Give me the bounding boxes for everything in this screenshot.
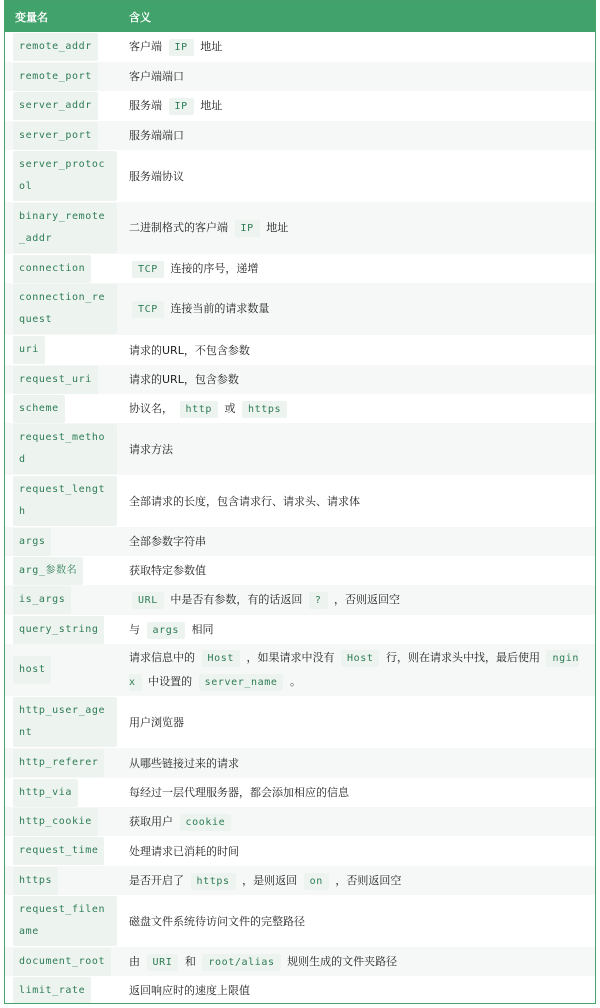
table-row xyxy=(5,394,595,423)
table-row xyxy=(5,254,595,283)
table-row xyxy=(5,62,595,91)
inline-code: URI xyxy=(147,954,179,971)
table-row xyxy=(5,895,595,947)
inline-code: server_name xyxy=(199,674,284,691)
variable-name-cell xyxy=(5,63,123,91)
description-text: 地址 xyxy=(196,40,223,53)
table-row xyxy=(5,423,595,475)
variable-description xyxy=(123,618,595,642)
variable-name-cell xyxy=(5,896,123,946)
table-row xyxy=(5,527,595,556)
description-text: 全部参数字符串 xyxy=(129,535,206,548)
description-text: 地址 xyxy=(262,221,289,234)
description-text: 由 xyxy=(129,954,144,968)
table-row xyxy=(5,556,595,585)
description-text: 用户浏览器 xyxy=(129,715,184,729)
description-text: 或 xyxy=(220,401,239,415)
variable-description xyxy=(123,530,595,553)
table-row xyxy=(5,585,595,615)
variable-name-cell xyxy=(5,808,123,836)
variable-description xyxy=(123,869,595,893)
description-text: 连接当前的请求数量 xyxy=(166,302,270,315)
description-text: 中是否有参数，有的话返回 xyxy=(166,593,306,606)
variable-description xyxy=(123,752,595,775)
inline-code: https xyxy=(191,873,236,890)
variable-description xyxy=(123,588,595,612)
description-text: 与 xyxy=(129,622,144,636)
description-text: 从哪些链接过来的请求 xyxy=(129,756,239,770)
variable-description xyxy=(123,810,595,834)
variable-name-cell xyxy=(5,948,123,976)
variable-name-cell xyxy=(5,92,123,120)
variable-description xyxy=(123,35,595,59)
variable-name: connection_request xyxy=(13,284,117,334)
variable-name-cell xyxy=(5,779,123,807)
variable-name-cell xyxy=(5,366,123,394)
table-row xyxy=(5,150,595,202)
table-row xyxy=(5,947,595,976)
inline-code: ? xyxy=(309,592,328,609)
table-row xyxy=(5,32,595,62)
table-row xyxy=(5,778,595,807)
table-row xyxy=(5,615,595,644)
description-text: ，如果请求中没有 xyxy=(242,651,338,664)
variable-description xyxy=(123,65,595,88)
description-text: 连接的序号，递增 xyxy=(166,261,259,275)
variable-description xyxy=(123,165,595,188)
table-row xyxy=(5,866,595,895)
variable-name-cell xyxy=(5,749,123,777)
variable-name: scheme xyxy=(13,395,65,423)
variable-description xyxy=(123,257,595,281)
table-row xyxy=(5,335,595,365)
variable-description xyxy=(123,559,595,582)
variable-description xyxy=(123,840,595,863)
table-row xyxy=(5,475,595,527)
variable-name-cell xyxy=(5,284,123,334)
variable-description xyxy=(123,438,595,461)
variable-name: server_addr xyxy=(13,92,98,120)
variable-name: request_time xyxy=(13,837,104,865)
variable-description xyxy=(123,979,595,1002)
variable-name: request_filename xyxy=(13,896,117,946)
description-text: 请求的URL，不包含参数 xyxy=(129,343,250,357)
variable-description xyxy=(123,950,595,974)
description-text: 每经过一层代理服务器，都会添加相应的信息 xyxy=(129,786,349,799)
variable-name: remote_addr xyxy=(13,33,98,61)
table-header xyxy=(5,1,595,32)
variable-name: is_args xyxy=(13,586,71,614)
table-row xyxy=(5,121,595,150)
variable-description xyxy=(123,910,595,933)
table-row xyxy=(5,202,595,254)
description-text: ，否则返回空 xyxy=(330,593,400,606)
description-text: 和 xyxy=(181,954,200,968)
inline-code: args xyxy=(147,622,185,639)
inline-code: cookie xyxy=(180,814,232,831)
variable-name: server_protocol xyxy=(13,151,117,201)
variable-name-cell xyxy=(5,336,123,364)
variable-name: binary_remote_addr xyxy=(13,203,117,253)
table-row xyxy=(5,748,595,778)
inline-code: Host xyxy=(341,650,379,667)
variable-description xyxy=(123,490,595,513)
variable-name-cell xyxy=(5,697,123,747)
variable-description xyxy=(123,646,595,694)
variable-description xyxy=(123,339,595,362)
description-text: ，是则返回 xyxy=(238,873,301,887)
variable-name: server_port xyxy=(13,122,98,150)
table-row xyxy=(5,836,595,866)
description-text: 获取用户 xyxy=(129,814,177,828)
variable-description xyxy=(123,94,595,118)
description-text: 客户端端口 xyxy=(129,70,184,83)
description-text: 请求信息中的 xyxy=(129,651,199,664)
variable-name: host xyxy=(13,656,51,684)
description-text: 服务端端口 xyxy=(129,129,184,142)
variable-name: uri xyxy=(13,336,45,364)
inline-code: IP xyxy=(169,98,194,115)
variable-name: http_cookie xyxy=(13,808,98,836)
variable-name-cell xyxy=(5,867,123,895)
inline-code: TCP xyxy=(132,301,164,318)
table-row xyxy=(5,91,595,121)
description-text: 处理请求已消耗的时间 xyxy=(129,844,239,858)
description-text: 地址 xyxy=(196,99,223,112)
description-text: 是否开启了 xyxy=(129,873,188,887)
inline-code: IP xyxy=(235,220,260,237)
variable-name-cell xyxy=(5,255,123,283)
inline-code: on xyxy=(304,873,329,890)
description-text: 全部请求的长度，包含请求行、请求头、请求体 xyxy=(129,494,360,508)
variable-name: request_uri xyxy=(13,366,98,394)
description-text: 返回响应时的速度上限值 xyxy=(129,984,250,997)
description-text: 。 xyxy=(286,675,301,688)
description-text: 磁盘文件系统待访问文件的完整路径 xyxy=(129,914,305,928)
variable-name-cell xyxy=(5,977,123,1005)
variable-name: request_length xyxy=(13,476,117,526)
table-row xyxy=(5,976,595,1004)
variable-name-cell xyxy=(5,557,123,585)
table-body xyxy=(5,32,595,1004)
variable-description xyxy=(123,397,595,421)
variable-description xyxy=(123,297,595,321)
variable-name: arg_参数名 xyxy=(13,557,83,585)
inline-code: URL xyxy=(132,592,164,609)
variable-name: document_root xyxy=(13,948,111,976)
table-row xyxy=(5,696,595,748)
variable-name-cell xyxy=(5,528,123,556)
inline-code: IP xyxy=(169,39,194,56)
description-text: 二进制格式的客户端 xyxy=(129,221,232,234)
description-text: 行，则在请求头中找，最后使用 xyxy=(382,651,544,664)
variable-name-cell xyxy=(5,122,123,150)
variable-name-cell xyxy=(5,476,123,526)
description-text: ，否则返回空 xyxy=(331,873,402,887)
variable-name-cell xyxy=(5,586,123,614)
variable-name: https xyxy=(13,867,58,895)
table-row xyxy=(5,365,595,394)
description-text: 请求方法 xyxy=(129,442,173,456)
variable-name-cell xyxy=(5,616,123,644)
description-text: 获取特定参数值 xyxy=(129,564,206,577)
variable-name: request_method xyxy=(13,424,117,474)
variable-name-cell xyxy=(5,33,123,61)
description-text: 中设置的 xyxy=(144,675,196,688)
variable-description xyxy=(123,124,595,147)
variable-name-cell xyxy=(5,395,123,423)
variable-name: http_referer xyxy=(13,749,104,777)
header-meaning: 含义 xyxy=(129,10,151,24)
variable-name-cell xyxy=(5,424,123,474)
variable-description xyxy=(123,368,595,391)
variable-name-cell xyxy=(5,837,123,865)
description-text: 协议名， xyxy=(129,401,177,415)
variable-description xyxy=(123,711,595,734)
variable-name: args xyxy=(13,528,51,556)
inline-code: http xyxy=(180,401,218,418)
inline-code: root/alias xyxy=(202,954,280,971)
inline-code: nginx xyxy=(129,650,579,691)
variable-name-cell xyxy=(5,151,123,201)
variable-name: http_via xyxy=(13,779,78,807)
description-text: 规则生成的文件夹路径 xyxy=(283,954,398,968)
variable-name: remote_port xyxy=(13,63,98,91)
header-variable-name: 变量名 xyxy=(15,10,48,24)
description-text: 请求的URL，包含参数 xyxy=(129,373,239,386)
description-text: 客户端 xyxy=(129,40,166,53)
table-row xyxy=(5,644,595,696)
variable-description xyxy=(123,216,595,240)
variable-name: query_string xyxy=(13,616,104,644)
variable-name: http_user_agent xyxy=(13,697,117,747)
description-text: 服务端 xyxy=(129,99,166,112)
variable-name-cell xyxy=(5,656,123,684)
variable-name: connection xyxy=(13,255,91,283)
inline-code: TCP xyxy=(132,261,164,278)
variable-name-cell xyxy=(5,203,123,253)
variables-table xyxy=(4,0,596,1004)
table-row xyxy=(5,807,595,836)
description-text: 服务端协议 xyxy=(129,169,184,183)
table-row xyxy=(5,283,595,335)
description-text: 相同 xyxy=(187,622,214,636)
inline-code: https xyxy=(242,401,287,418)
variable-description xyxy=(123,781,595,804)
inline-code: Host xyxy=(202,650,240,667)
variable-name: limit_rate xyxy=(13,977,91,1005)
